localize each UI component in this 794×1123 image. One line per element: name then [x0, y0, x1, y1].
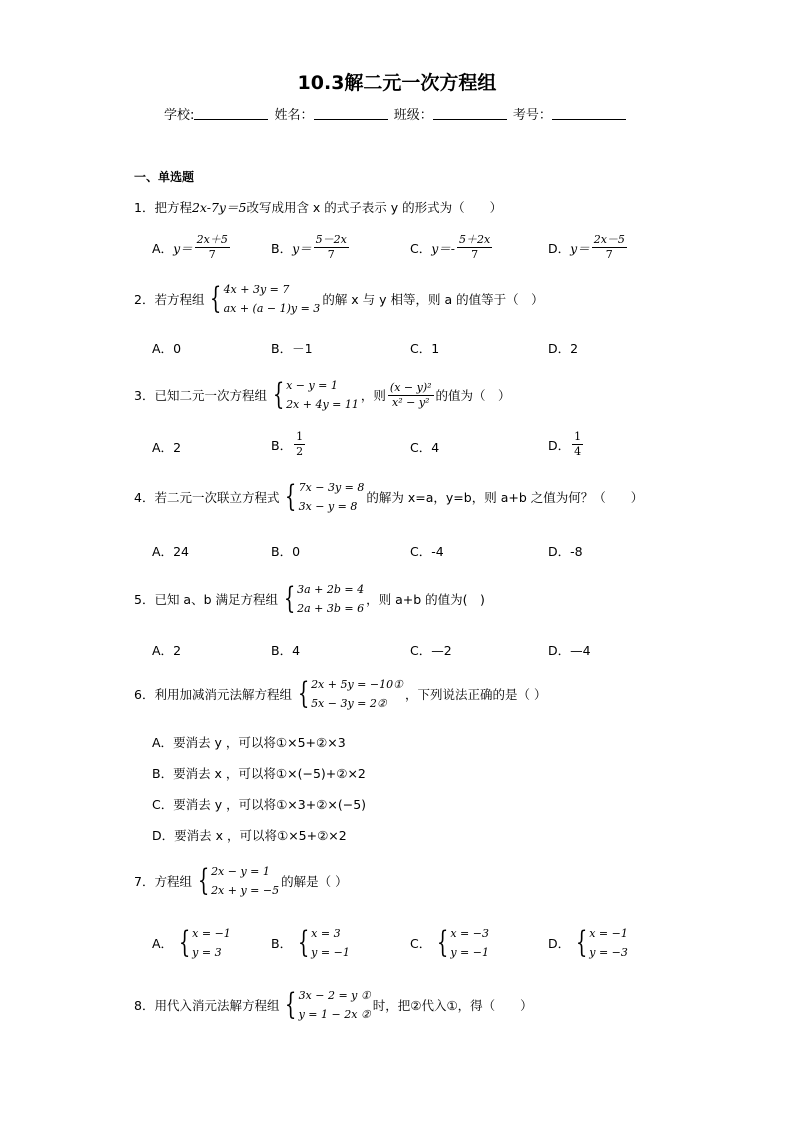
solution-row: y = −3 — [589, 946, 628, 959]
solution-system — [294, 924, 350, 962]
option-label: C． — [152, 797, 174, 812]
question-number: 7． — [134, 874, 155, 889]
name-label: 姓名： — [274, 108, 314, 123]
option-a[interactable] — [152, 924, 233, 962]
equation-system — [206, 280, 320, 318]
equation-row: x − y = 1 — [286, 379, 338, 392]
option-lhs: y＝ — [292, 240, 312, 256]
option-label: C． — [410, 544, 432, 559]
fraction-numerator: 5－2x — [315, 233, 347, 246]
option-c[interactable] — [410, 339, 439, 357]
option-c[interactable] — [152, 795, 366, 813]
fraction — [294, 430, 305, 459]
question-number: 2． — [134, 292, 155, 307]
option-label: C． — [410, 936, 432, 951]
equation-system — [281, 478, 364, 516]
option-label: A． — [152, 735, 174, 750]
student-info-line — [164, 104, 628, 123]
option-a[interactable] — [152, 438, 181, 456]
fraction-numerator: 1 — [574, 430, 582, 443]
fraction-denominator: 7 — [208, 248, 216, 261]
option-label: D． — [548, 936, 571, 951]
option-b[interactable] — [152, 764, 366, 782]
option-d[interactable] — [548, 430, 585, 459]
fraction-denominator: x² − y² — [392, 395, 430, 409]
equation-row: ax + (a − 1)y = 3 — [223, 302, 321, 315]
fraction — [592, 233, 627, 262]
option-value: 要消去 y ，可以将①×3+②×(−5) — [173, 797, 367, 812]
equation-row: 2x + 5y = −10① — [311, 678, 403, 691]
option-label: B． — [152, 766, 174, 781]
option-label: D． — [548, 544, 571, 559]
option-label: B． — [271, 240, 293, 256]
question-7 — [134, 862, 348, 900]
option-value: 2 — [173, 642, 182, 658]
option-d[interactable] — [152, 826, 347, 844]
section-heading: 一、单选题 — [134, 170, 195, 184]
equation-row: 4x + 3y = 7 — [223, 283, 290, 296]
solution-system — [433, 924, 489, 962]
option-d[interactable] — [548, 542, 583, 560]
option-label: B． — [271, 643, 293, 658]
question-number: 6． — [134, 687, 155, 702]
equation-row: 3x − y = 8 — [298, 500, 358, 513]
solution-row: y = −1 — [311, 946, 350, 959]
question-number: 5． — [134, 592, 155, 607]
brace-symbol: { — [210, 281, 222, 316]
option-label: A． — [152, 936, 174, 951]
solution-row: x = −1 — [589, 927, 628, 940]
option-a[interactable] — [152, 641, 181, 659]
option-b[interactable] — [271, 542, 300, 560]
fraction-numerator: 5＋2x — [459, 233, 491, 246]
fraction — [572, 430, 583, 459]
option-c[interactable] — [410, 438, 439, 456]
option-d[interactable] — [548, 641, 591, 659]
question-1 — [134, 198, 502, 216]
school-blank[interactable] — [194, 107, 268, 120]
question-number: 8． — [134, 998, 155, 1013]
question-text: 时，把②代入①，得（ ） — [372, 998, 533, 1013]
equation-system — [281, 986, 370, 1024]
brace-symbol: { — [437, 925, 449, 960]
solution-system — [175, 924, 231, 962]
equation-system — [280, 580, 364, 618]
equation-row: 2x + 4y = 11 — [286, 398, 359, 411]
brace-symbol: { — [297, 676, 310, 711]
question-text: 把方程 — [154, 200, 192, 215]
fraction — [457, 233, 492, 262]
brace-symbol: { — [178, 925, 191, 960]
option-b[interactable] — [271, 233, 351, 262]
equation-row: 3a + 2b = 4 — [297, 583, 365, 596]
fraction — [388, 381, 434, 410]
brace-symbol: { — [272, 377, 285, 412]
option-label: D． — [152, 828, 175, 843]
option-c[interactable] — [410, 233, 494, 262]
option-label: C． — [410, 341, 432, 356]
question-text: 改写成用含 x 的式子表示 y 的形式为（ ） — [246, 200, 503, 215]
brace-symbol: { — [297, 925, 310, 960]
solution-row: x = 3 — [311, 927, 341, 940]
option-value: —4 — [570, 642, 591, 658]
option-value: -8 — [570, 543, 583, 559]
fraction-numerator: (x − y)² — [389, 380, 432, 394]
option-label: C． — [410, 240, 432, 256]
option-label: D． — [548, 240, 571, 256]
option-label: B． — [271, 544, 293, 559]
option-value: 要消去 x ，可以将①×5+②×2 — [174, 828, 347, 843]
name-blank[interactable] — [314, 107, 388, 120]
question-text: ，下列说法正确的是（ ） — [404, 687, 547, 702]
option-label: C． — [410, 440, 432, 455]
question-text: 若二元一次联立方程式 — [154, 490, 280, 505]
question-text: 的解是（ ） — [281, 874, 348, 889]
option-b[interactable] — [271, 430, 307, 459]
question-text: 的解 x 与 y 相等，则 a 的值等于（ ） — [322, 292, 544, 307]
option-value: 要消去 x ，可以将①×(−5)+②×2 — [173, 766, 366, 781]
question-text: 的解为 x=a，y=b，则 a+b 之值为何？（ ） — [366, 490, 644, 505]
question-text: 若方程组 — [154, 292, 205, 307]
option-value: 2 — [173, 439, 182, 455]
equation-row: 7x − 3y = 8 — [298, 481, 365, 494]
option-label: A． — [152, 643, 174, 658]
option-label: D． — [548, 643, 571, 658]
question-text: 用代入消元法解方程组 — [154, 998, 280, 1013]
option-value: 0 — [292, 543, 301, 559]
equation-row: 5x − 3y = 2② — [311, 697, 387, 710]
fraction-numerator: 2x＋5 — [196, 233, 228, 246]
option-label: A． — [152, 341, 174, 356]
equation-row: y = 1 − 2x ② — [298, 1008, 371, 1021]
solution-row: x = −1 — [192, 927, 231, 940]
fraction — [314, 233, 349, 262]
option-label: B． — [271, 437, 293, 453]
option-value: 1 — [431, 340, 440, 356]
option-b[interactable] — [271, 339, 313, 357]
equation-system — [269, 376, 359, 414]
question-4 — [134, 478, 643, 516]
fraction-denominator: 2 — [296, 445, 304, 458]
equation: 2x-7y＝5 — [191, 200, 247, 215]
option-value: 4 — [431, 439, 440, 455]
fraction-denominator: 7 — [471, 248, 479, 261]
equation-row: 3x − 2 = y ① — [298, 989, 371, 1002]
option-label: B． — [271, 936, 293, 951]
brace-symbol: { — [283, 581, 296, 616]
option-value: 24 — [173, 543, 189, 559]
question-text: 方程组 — [154, 874, 192, 889]
number-blank[interactable] — [552, 107, 626, 120]
option-c[interactable] — [410, 924, 491, 962]
question-text: 利用加减消元法解方程组 — [154, 687, 292, 702]
option-label: D． — [548, 437, 571, 453]
option-value: -4 — [431, 543, 444, 559]
question-text: ，则 a+b 的值为( ) — [366, 592, 485, 607]
option-label: B． — [271, 341, 293, 356]
equation-row: 2x − y = 1 — [211, 865, 270, 878]
fraction-denominator: 4 — [574, 445, 582, 458]
question-6 — [134, 675, 546, 713]
question-text: ，则 — [360, 388, 386, 403]
solution-row: y = −1 — [450, 946, 489, 959]
option-value: －1 — [292, 341, 313, 356]
number-label: 考号： — [512, 108, 552, 123]
option-value: 4 — [292, 642, 301, 658]
option-a[interactable] — [152, 233, 232, 262]
question-2 — [134, 280, 544, 318]
option-label: D． — [548, 341, 571, 356]
option-a[interactable] — [152, 733, 346, 751]
brace-symbol: { — [575, 925, 588, 960]
brace-symbol: { — [197, 863, 210, 898]
question-number: 3． — [134, 388, 155, 403]
solution-row: y = 3 — [192, 946, 222, 959]
option-d[interactable] — [548, 233, 629, 262]
equation-system — [194, 862, 279, 900]
option-label: A． — [152, 240, 174, 256]
fraction — [195, 233, 230, 262]
fraction-denominator: 7 — [605, 248, 613, 261]
solution-row: x = −3 — [450, 927, 489, 940]
option-value: 0 — [173, 340, 182, 356]
option-c[interactable] — [410, 641, 452, 659]
option-lhs: y＝- — [431, 240, 456, 256]
option-d[interactable] — [548, 339, 578, 357]
equation-system — [294, 675, 403, 713]
option-a[interactable] — [152, 542, 189, 560]
question-5 — [134, 580, 485, 618]
fraction-denominator: 7 — [327, 248, 335, 261]
option-value: —2 — [431, 642, 452, 658]
equation-row: 2x + y = −5 — [211, 884, 280, 897]
class-label: 班级： — [393, 108, 433, 123]
question-text: 已知二元一次方程组 — [154, 388, 267, 403]
brace-symbol: { — [285, 479, 297, 514]
class-blank[interactable] — [433, 107, 507, 120]
school-label: 学校: — [164, 108, 195, 123]
question-text: 的值为（ ） — [435, 388, 511, 403]
question-8 — [134, 986, 533, 1024]
question-3 — [134, 376, 511, 414]
question-number: 4． — [134, 490, 155, 505]
option-value: 要消去 y ，可以将①×5+②×3 — [173, 735, 346, 750]
option-label: A． — [152, 544, 174, 559]
option-lhs: y＝ — [173, 240, 193, 256]
option-c[interactable] — [410, 542, 444, 560]
option-d[interactable] — [548, 924, 630, 962]
question-number: 1． — [134, 200, 155, 215]
fraction-numerator: 1 — [296, 430, 304, 443]
option-b[interactable] — [271, 641, 300, 659]
solution-system — [572, 924, 628, 962]
brace-symbol: { — [285, 987, 297, 1022]
page-title: 10.3解二元一次方程组 — [297, 72, 497, 94]
option-b[interactable] — [271, 924, 352, 962]
option-lhs: y＝ — [570, 240, 590, 256]
equation-row: 2a + 3b = 6 — [297, 602, 365, 615]
option-label: A． — [152, 440, 174, 455]
option-a[interactable] — [152, 339, 181, 357]
question-text: 已知 a、b 满足方程组 — [154, 592, 278, 607]
fraction-numerator: 2x－5 — [593, 233, 625, 246]
option-label: C． — [410, 643, 432, 658]
option-value: 2 — [570, 340, 579, 356]
